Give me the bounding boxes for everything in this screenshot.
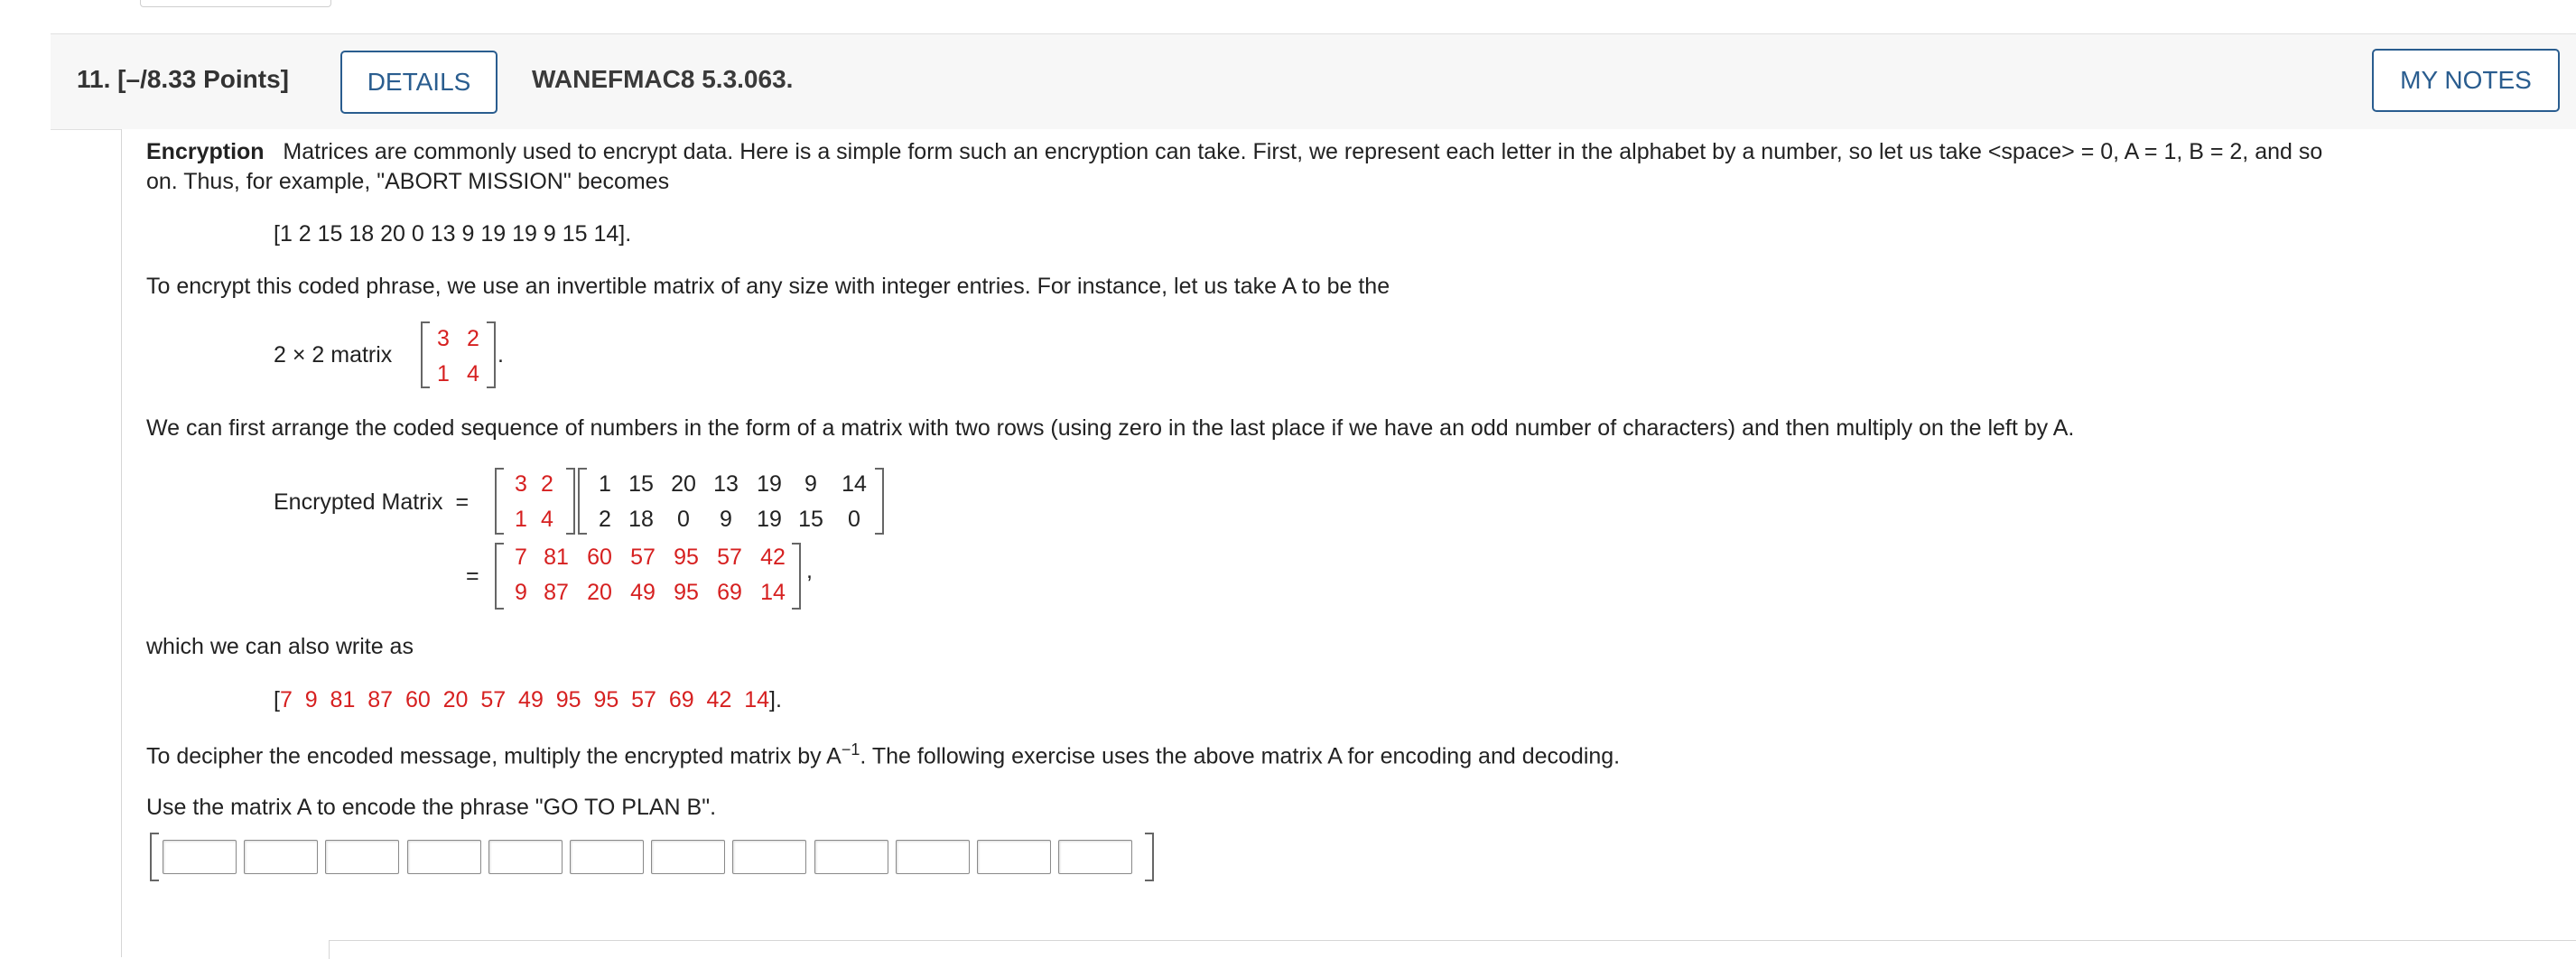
answer-input[interactable] [1058, 840, 1132, 874]
answer-input[interactable] [651, 840, 725, 874]
matrix-a-cell: 1 [437, 361, 450, 386]
encrypted-sequence [274, 686, 782, 713]
intro-line-2: on. Thus, for example, "ABORT MISSION" becomes [146, 169, 670, 194]
answer-input[interactable] [977, 840, 1051, 874]
coded-matrix-cell: 2 [599, 507, 611, 532]
result-matrix-cell: 81 [544, 545, 569, 570]
product-a-cell: 2 [541, 471, 553, 497]
matrix-a-cell: 2 [467, 326, 479, 351]
question-id: WANEFMAC8 5.3.063. [532, 65, 794, 93]
coded-matrix-cell: 19 [757, 507, 782, 532]
matrix-a-period: . [498, 342, 504, 368]
coded-matrix-cell: 19 [757, 471, 782, 497]
answer-input[interactable] [814, 840, 888, 874]
intro-text-1: Matrices are commonly used to encrypt data. Here is a simple form such an encryption can take. First, we represent each letter in the alphabet by a number, so let us take <space> = 0, A = 1, B = 2, and so [283, 139, 2323, 164]
matrix-label: 2 × 2 matrix [274, 342, 393, 368]
result-matrix-cell: 42 [760, 545, 786, 570]
result-matrix-cell: 14 [760, 580, 786, 605]
result-matrix-cell: 60 [587, 545, 612, 570]
coded-matrix-cell: 15 [628, 471, 654, 497]
answer-input[interactable] [732, 840, 806, 874]
matrix-a-right-bracket [487, 321, 496, 388]
question-body [121, 129, 2576, 957]
answer-input[interactable] [244, 840, 318, 874]
encrypted-sequence-open: [ [274, 687, 280, 712]
my-notes-button[interactable]: MY NOTES [2372, 49, 2560, 112]
coded-matrix-cell: 20 [671, 471, 696, 497]
equals-sign: = [455, 489, 470, 515]
question-number: 11. [77, 65, 111, 93]
encrypted-label [274, 489, 469, 516]
equals-sign-2: = [466, 563, 479, 589]
answer-input[interactable] [488, 840, 563, 874]
result-comma: , [806, 558, 813, 583]
matrix-a-cell: 4 [467, 361, 479, 386]
result-matrix-cell: 57 [630, 545, 656, 570]
encrypted-sequence-close: ]. [769, 687, 782, 712]
coded-matrix-cell: 18 [628, 507, 654, 532]
coded-matrix-cell: 0 [677, 507, 690, 532]
matrix-a-cell: 3 [437, 326, 450, 351]
encrypted-label-text: Encrypted Matrix [274, 489, 443, 515]
decipher-text-b: . The following exercise uses the above matrix A for encoding and decoding. [860, 743, 1621, 769]
result-matrix-cell: 7 [515, 545, 527, 570]
result-matrix-cell: 49 [630, 580, 656, 605]
decipher-line [146, 740, 1620, 769]
answer-right-bracket [1145, 833, 1154, 881]
answer-input[interactable] [896, 840, 970, 874]
also-write-line: which we can also write as [146, 634, 414, 659]
coded-matrix-left-bracket [578, 468, 587, 535]
result-matrix-cell: 87 [544, 580, 569, 605]
inverse-superscript: −1 [841, 740, 860, 759]
result-matrix-right-bracket [792, 543, 801, 610]
decipher-text-a: To decipher the encoded message, multiply the encrypted matrix by A [146, 743, 842, 769]
coded-matrix-cell: 13 [713, 471, 739, 497]
result-matrix-cell: 9 [515, 580, 527, 605]
coded-matrix-cell: 1 [599, 471, 611, 497]
result-matrix-cell: 57 [717, 545, 742, 570]
product-a-cell: 1 [515, 507, 527, 532]
answer-input[interactable] [163, 840, 237, 874]
result-matrix-cell: 20 [587, 580, 612, 605]
result-matrix-cell: 95 [674, 545, 699, 570]
previous-question-stub [140, 0, 331, 7]
bottom-divider [329, 940, 2576, 959]
details-button[interactable]: DETAILS [340, 51, 498, 114]
intro-line-1 [146, 138, 2322, 165]
encrypted-sequence-values: 7 9 81 87 60 20 57 49 95 95 57 69 42 14 [279, 687, 770, 712]
product-a-cell: 4 [541, 507, 553, 532]
coded-matrix-cell: 15 [798, 507, 823, 532]
product-a-cell: 3 [515, 471, 527, 497]
question-points: [–/8.33 Points] [117, 65, 290, 93]
product-a-right-bracket [566, 468, 575, 535]
result-matrix-cell: 69 [717, 580, 742, 605]
answer-input[interactable] [325, 840, 399, 874]
coded-matrix-cell: 0 [848, 507, 860, 532]
intro-title: Encryption [146, 139, 265, 164]
task-line: Use the matrix A to encode the phrase "GO TO PLAN B". [146, 795, 717, 820]
answer-left-bracket [150, 833, 159, 881]
coded-matrix-cell: 9 [720, 507, 732, 532]
coded-matrix-cell: 9 [804, 471, 817, 497]
coded-matrix-cell: 14 [842, 471, 867, 497]
answer-input[interactable] [570, 840, 644, 874]
arrange-line: We can first arrange the coded sequence of numbers in the form of a matrix with two rows (using zero in the last place if we have an odd number of characters) and then multiply on the left by A. [146, 415, 2075, 441]
coded-matrix-right-bracket [875, 468, 884, 535]
coded-phrase: [1 2 15 18 20 0 13 9 19 19 9 15 14]. [274, 221, 632, 247]
question-number-points [77, 65, 289, 94]
answer-input[interactable] [407, 840, 481, 874]
encrypt-line: To encrypt this coded phrase, we use an invertible matrix of any size with integer entries. For instance, let us take A to be the [146, 274, 1390, 299]
result-matrix-cell: 95 [674, 580, 699, 605]
